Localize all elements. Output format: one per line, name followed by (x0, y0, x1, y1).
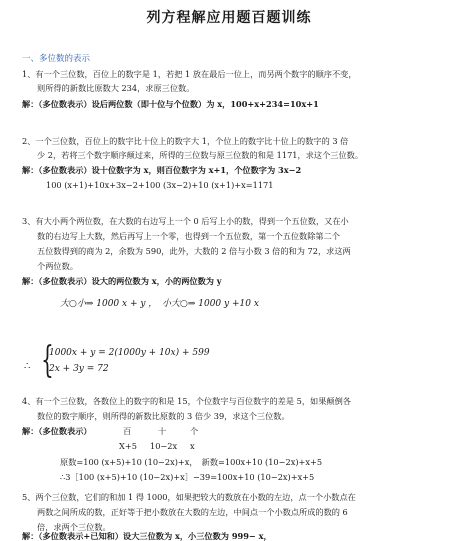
system-equation-1: 1000x + y = 2(1000y + 10x) + 599 (49, 348, 210, 358)
problem-3-equation-system (24, 340, 226, 381)
problem-2-line-2: 少 2，若将三个数字顺序颠过来，所得的三位数与原三位数的和是 1171，求这个三位数。 (37, 150, 364, 160)
problem-4-solution-label: 解：（多位数表示） (22, 426, 92, 436)
problem-3-line-4: 个两位数。 (37, 261, 78, 271)
system-equation-2: 2x + 3y = 72 (49, 364, 109, 374)
problem-5-line-2: 两数之间所成的数，正好等于把小数放在大数的左边，中间点一个小数点所成的数的 6 (37, 507, 348, 517)
problem-3-relation-2: 小大○⇒ 1000 y +10 x (162, 299, 259, 309)
left-brace: { (41, 340, 54, 381)
problem-4-line-1: 4、有一个三位数，各数位上的数字的和是 15，个位数字与百位数字的差是 5，如果颠倒各 (22, 396, 351, 406)
problem-4-equation-2: ∴3［100 (x+5)+10 (10−2x)+x］−39=100x+10 (10−2x)+x+5 (60, 472, 315, 482)
digit-header-hundreds: 百 (123, 426, 132, 436)
problem-5-line-3: 倍，求两个三位数。 (37, 522, 111, 532)
problem-3-line-3: 五位数得到的商为 2，余数为 590，此外，大数的 2 倍与小数 3 倍的和为 72，求这两 (37, 246, 351, 256)
problem-5-solution: 解：（多位数表示+已知和）设大三位数为 x，小三位数为 999− x， (22, 531, 272, 541)
digit-header-ones: 个 (190, 426, 199, 436)
problem-2-solution: 解：（多位数表示）设十位数字为 x，则百位数字为 x+1，个位数字为 3x−2 (22, 165, 302, 175)
problem-3-line-1: 3、有大小两个两位数，在大数的右边写上一个 0 后写上小的数，得到一个五位数，又在小 (22, 216, 349, 226)
page-title: 列方程解应用题百题训练 (146, 10, 312, 26)
problem-4-equation-1: 原数=100 (x+5)+10 (10−2x)+x， 新数=100x+10 (10−2x)+x+5 (60, 457, 323, 467)
problem-3-line-2: 数的右边写上大数，然后再写上一个零，也得到一个五位数，第一个五位数除第二个 (37, 231, 340, 241)
digit-value-ones: x (190, 441, 195, 451)
problem-1-line-2: 则所得的新数比原数大 234，求原三位数。 (37, 83, 195, 93)
problem-3-solution: 解：（多位数表示）设大的两位数为 x，小的两位数为 y (22, 276, 222, 286)
digit-value-hundreds: X+5 (119, 441, 137, 451)
problem-4-line-2: 数位的数字顺序，则所得的新数比原数的 3 倍少 39，求这个三位数。 (37, 411, 290, 421)
problem-1-solution: 解：（多位数表示）设后两位数（即十位与个位数）为 x，100+x+234=10x+1 (22, 99, 319, 109)
problem-5-line-1: 5、两个三位数，它们的和加 1 得 1000，如果把较大的数放在小数的左边，点一个小数点在 (22, 492, 356, 502)
digit-header-tens: 十 (158, 426, 167, 436)
problem-2-line-1: 2、一个三位数，百位上的数字比十位上的数字大 1，个位上的数字比十位上的数字的 3 倍 (22, 136, 349, 146)
problem-3-relation-1: 大○小⇒ 1000 x + y ， (60, 299, 158, 309)
problem-1-line-1: 1、有一个三位数，百位上的数字是 1，若把 1 放在最后一位上，而另两个数字的顺序不变， (22, 69, 357, 79)
section-heading: 一、多位数的表示 (22, 54, 91, 64)
digit-value-tens: 10−2x (150, 441, 178, 451)
therefore-symbol: ∴ (24, 361, 31, 372)
problem-2-equation: 100 (x+1)+10x+3x−2+100 (3x−2)+10 (x+1)+x=1171 (46, 180, 274, 190)
